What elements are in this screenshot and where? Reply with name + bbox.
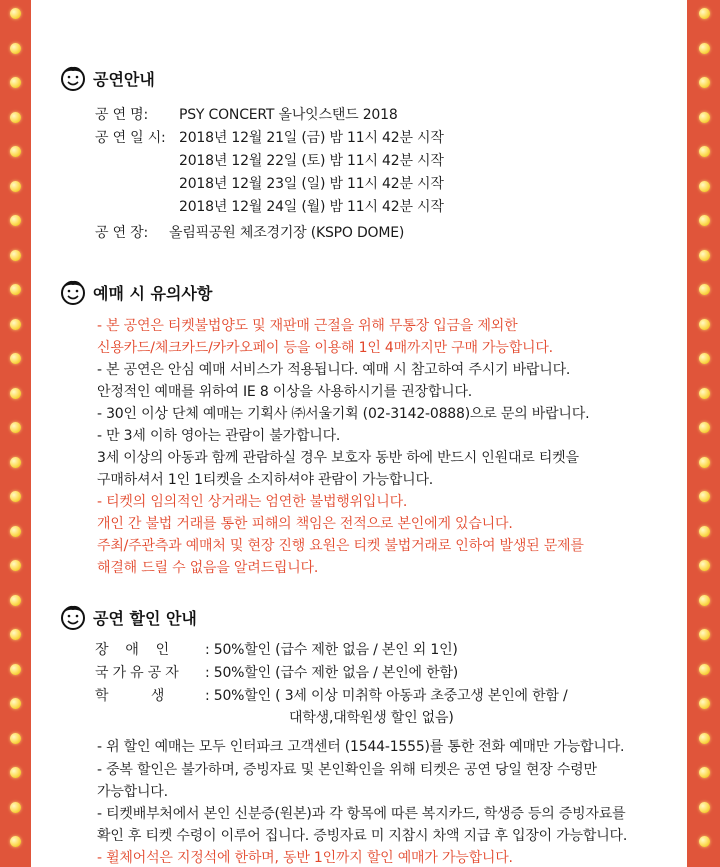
bulb-icon <box>699 767 710 778</box>
bulb-icon <box>10 43 21 54</box>
bulb-icon <box>10 491 21 502</box>
bulb-icon <box>699 181 710 192</box>
notice-line: 안정적인 예매를 위하여 IE 8 이상을 사용하시기를 권장합니다. <box>97 384 473 400</box>
info-row: 2018년 12월 24일 (월) 밤 11시 42분 시작 <box>179 199 444 215</box>
info-row: 2018년 12월 22일 (토) 밤 11시 42분 시작 <box>179 153 444 169</box>
bulb-icon <box>10 284 21 295</box>
bulb-icon <box>699 112 710 123</box>
bulb-icon <box>10 181 21 192</box>
notice-line: 3세 이상의 아동과 함께 관람하실 경우 보호자 동반 하에 반드시 인원대로 티켓을 <box>97 450 579 466</box>
section-discount-title: 공연 할인 안내 <box>93 608 197 628</box>
discount-row: 장 애 인 : 50%할인 (급수 제한 없음 / 본인 외 1인) <box>95 642 458 658</box>
bulb-icon <box>699 526 710 537</box>
notice-line: 구매하셔서 1인 1티켓을 소지하셔야 관람이 가능합니다. <box>97 472 434 488</box>
discount-line: - 휠체어석은 지정석에 한하며, 동반 1인까지 할인 예매가 가능합니다. <box>97 850 513 866</box>
discount-line: 가능합니다. <box>97 784 168 800</box>
section-notice-title: 예매 시 유의사항 <box>93 283 213 303</box>
bulb-icon <box>10 526 21 537</box>
bulb-icon <box>699 388 710 399</box>
bulb-icon <box>699 284 710 295</box>
notice-line: 해결해 드릴 수 없음을 알려드립니다. <box>97 560 319 576</box>
bulb-icon <box>10 802 21 813</box>
info-row: 공 연 장: 올림픽공원 체조경기장 (KSPO DOME) <box>95 225 405 241</box>
notice-line: 주최/주관측과 예매처 및 현장 진행 요원은 티켓 불법거래로 인하여 발생된 문제를 <box>97 538 584 554</box>
bulb-icon <box>10 595 21 606</box>
notice-line: - 30인 이상 단체 예매는 기획사 ㈜서울기획 (02-3142-0888)으로 문의 바랍니다. <box>97 406 590 422</box>
bulb-icon <box>10 112 21 123</box>
bulb-icon <box>699 146 710 157</box>
notice-line: - 티켓의 임의적인 상거래는 엄연한 불법행위입니다. <box>97 494 408 510</box>
bulb-icon <box>10 698 21 709</box>
bulb-icon <box>699 595 710 606</box>
bulb-icon <box>699 43 710 54</box>
discount-line: - 중복 할인은 불가하며, 증빙자료 및 본인확인을 위해 티켓은 공연 당일 현장 수령만 <box>97 762 597 778</box>
bulb-icon <box>699 250 710 261</box>
bulb-icon <box>699 353 710 364</box>
notice-line: - 본 공연은 티켓불법양도 및 재판매 근절을 위해 무통장 입금을 제외한 <box>97 318 518 334</box>
bulb-icon <box>699 560 710 571</box>
notice-line: 신용카드/체크카드/카카오페이 등을 이용해 1인 4매까지만 구매 가능합니다. <box>97 340 553 356</box>
bulb-icon <box>699 8 710 19</box>
discount-row: 국 가 유 공 자 : 50%할인 (급수 제한 없음 / 본인에 한함) <box>95 665 459 681</box>
info-row: 2018년 12월 23일 (일) 밤 11시 42분 시작 <box>179 176 444 192</box>
bulb-icon <box>10 733 21 744</box>
discount-line: 확인 후 티켓 수령이 이루어 집니다. 증빙자료 미 지참시 차액 지급 후 입장이 가능합니다. <box>97 828 628 844</box>
bulb-icon <box>699 733 710 744</box>
info-row: 공 연 일 시: 2018년 12월 21일 (금) 밤 11시 42분 시작 <box>95 130 444 146</box>
face-icon <box>59 278 87 306</box>
content-panel <box>31 0 687 867</box>
bulb-icon <box>10 319 21 330</box>
notice-line: - 만 3세 이하 영아는 관람이 불가합니다. <box>97 428 341 444</box>
bulb-icon <box>699 664 710 675</box>
discount-line: - 티켓배부처에서 본인 신분증(원본)과 각 항목에 따른 복지카드, 학생증 등의 증빙자료를 <box>97 806 626 822</box>
notice-line: - 본 공연은 안심 예매 서비스가 적용됩니다. 예매 시 참고하여 주시기 바랍니다. <box>97 362 571 378</box>
discount-row: 대학생,대학원생 할인 없음) <box>289 710 454 726</box>
bulb-icon <box>10 77 21 88</box>
bulb-icon <box>699 457 710 468</box>
section-notice-header <box>59 278 212 306</box>
face-icon <box>59 603 87 631</box>
bulb-icon <box>10 422 21 433</box>
bulb-icon <box>10 457 21 468</box>
section-discount-header <box>59 603 197 631</box>
bulb-icon <box>10 146 21 157</box>
bulb-icon <box>699 77 710 88</box>
bulb-icon <box>10 836 21 847</box>
bulb-icon <box>10 560 21 571</box>
bulb-icon <box>699 215 710 226</box>
discount-row: 학 생 : 50%할인 ( 3세 이상 미취학 아동과 초중고생 본인에 한함 / <box>95 688 568 704</box>
bulb-icon <box>10 629 21 640</box>
bulb-icon <box>699 422 710 433</box>
section-info-title: 공연안내 <box>93 69 155 89</box>
bulb-icon <box>10 767 21 778</box>
bulb-icon <box>10 250 21 261</box>
discount-line: - 위 할인 예매는 모두 인터파크 고객센터 (1544-1555)를 통한 전화 예매만 가능합니다. <box>97 739 625 755</box>
bulb-icon <box>10 215 21 226</box>
bulb-icon <box>699 629 710 640</box>
info-row: 공 연 명: PSY CONCERT 올나잇스탠드 2018 <box>95 107 398 123</box>
bulb-icon <box>10 8 21 19</box>
bulb-icon <box>699 836 710 847</box>
bulb-icon <box>10 353 21 364</box>
section-info-header <box>59 64 155 92</box>
bulb-icon <box>699 698 710 709</box>
bulb-icon <box>699 491 710 502</box>
bulb-icon <box>10 388 21 399</box>
bulb-icon <box>699 802 710 813</box>
notice-line: 개인 간 불법 거래를 통한 피해의 책임은 전적으로 본인에게 있습니다. <box>97 516 513 532</box>
bulb-icon <box>699 319 710 330</box>
face-icon <box>59 64 87 92</box>
bulb-icon <box>10 664 21 675</box>
